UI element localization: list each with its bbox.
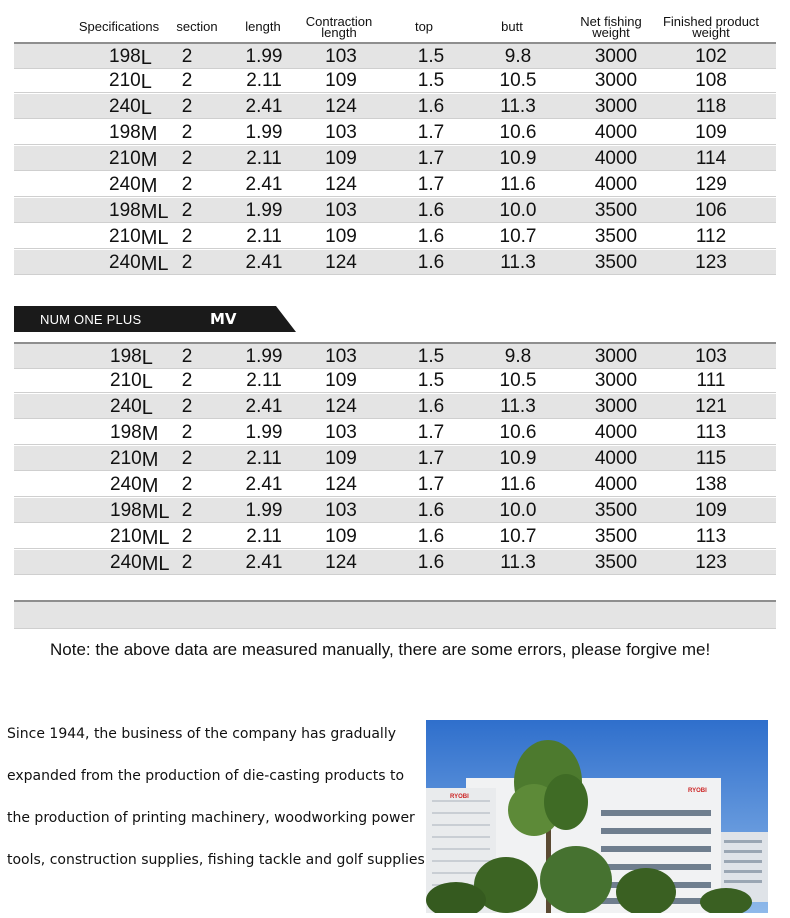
contraction-cell: 109 bbox=[325, 70, 357, 91]
banner-label: NUM ONE PLUS bbox=[40, 312, 142, 327]
spec-number: 240 bbox=[110, 552, 142, 573]
spec-cell bbox=[109, 224, 169, 248]
table-row bbox=[14, 250, 776, 275]
contraction-cell: 103 bbox=[325, 422, 357, 443]
header-length bbox=[245, 12, 280, 42]
spec-number: 198 bbox=[109, 200, 141, 221]
butt-cell: 10.9 bbox=[499, 448, 537, 469]
finished-cell: 113 bbox=[695, 422, 727, 443]
net-cell: 3500 bbox=[594, 226, 638, 247]
section-cell: 2 bbox=[181, 148, 193, 169]
contraction-cell: 103 bbox=[325, 122, 357, 143]
spec-cell bbox=[110, 524, 170, 548]
length-cell: 1.99 bbox=[245, 122, 283, 143]
top-cell: 1.6 bbox=[417, 226, 445, 247]
finished-cell: 123 bbox=[695, 252, 727, 273]
length-cell: 2.11 bbox=[246, 226, 282, 247]
spec-suffix: M bbox=[141, 423, 159, 445]
finished-cell: 113 bbox=[695, 526, 727, 547]
spec-number: 240 bbox=[110, 474, 142, 495]
top-cell: 1.7 bbox=[417, 174, 445, 195]
header-contraction-length-line: length bbox=[321, 25, 357, 40]
butt-cell: 10.0 bbox=[499, 500, 537, 521]
net-cell: 3500 bbox=[594, 500, 638, 521]
spec-number: 210 bbox=[110, 526, 142, 547]
top-cell: 1.6 bbox=[417, 500, 445, 521]
section-cell: 2 bbox=[181, 200, 193, 221]
spec-suffix: L bbox=[141, 347, 153, 369]
sign-right: RYOBI bbox=[688, 788, 707, 794]
section-cell: 2 bbox=[181, 252, 193, 273]
length-cell: 2.11 bbox=[246, 526, 282, 547]
top-cell: 1.7 bbox=[417, 122, 445, 143]
spec-number: 198 bbox=[110, 422, 142, 443]
table-row bbox=[14, 120, 776, 145]
table-row bbox=[14, 146, 776, 171]
spec-suffix: ML bbox=[141, 501, 170, 523]
section-cell: 2 bbox=[181, 122, 193, 143]
top-cell: 1.7 bbox=[417, 448, 445, 469]
net-cell: 3500 bbox=[594, 200, 638, 221]
finished-cell: 118 bbox=[695, 96, 727, 117]
finished-cell: 138 bbox=[695, 474, 727, 495]
spec-number: 240 bbox=[110, 396, 142, 417]
banner-model: MV bbox=[210, 310, 237, 328]
spec-number: 198 bbox=[110, 346, 142, 367]
contraction-cell: 103 bbox=[325, 500, 357, 521]
header-top-line: top bbox=[414, 19, 434, 34]
section-cell: 2 bbox=[181, 370, 193, 391]
spec-suffix: L bbox=[141, 371, 153, 393]
butt-cell: 9.8 bbox=[504, 46, 532, 67]
length-cell: 1.99 bbox=[245, 200, 283, 221]
spec-number: 240 bbox=[109, 96, 141, 117]
section-cell: 2 bbox=[181, 448, 193, 469]
spec-number: 198 bbox=[109, 122, 141, 143]
section-cell: 2 bbox=[181, 500, 193, 521]
header-finished-product-weight-line: weight bbox=[692, 25, 730, 40]
table-row bbox=[14, 42, 776, 69]
table-row bbox=[14, 172, 776, 197]
table-row bbox=[14, 498, 776, 523]
spec-number: 210 bbox=[110, 370, 142, 391]
spec-number: 210 bbox=[109, 226, 141, 247]
length-cell: 2.41 bbox=[245, 474, 283, 495]
table-row bbox=[14, 394, 776, 419]
net-cell: 3000 bbox=[594, 396, 638, 417]
about-line-1: Since 1944, the business of the company has gradually bbox=[7, 726, 396, 742]
length-cell: 2.41 bbox=[245, 396, 283, 417]
top-cell: 1.7 bbox=[417, 474, 445, 495]
length-cell: 2.41 bbox=[245, 174, 283, 195]
spec-cell bbox=[109, 198, 169, 222]
section-cell: 2 bbox=[181, 396, 193, 417]
header-contraction-length bbox=[306, 12, 372, 42]
length-cell: 2.11 bbox=[246, 448, 282, 469]
spec-suffix: ML bbox=[140, 201, 169, 223]
top-cell: 1.5 bbox=[417, 46, 445, 67]
contraction-cell: 103 bbox=[325, 46, 357, 67]
finished-cell: 115 bbox=[695, 448, 727, 469]
spec-suffix: L bbox=[140, 47, 152, 69]
table-row bbox=[14, 68, 776, 93]
section-cell: 2 bbox=[181, 96, 193, 117]
spec-number: 210 bbox=[109, 148, 141, 169]
length-cell: 1.99 bbox=[245, 500, 283, 521]
header-specifications bbox=[79, 12, 159, 42]
section-cell: 2 bbox=[181, 70, 193, 91]
spec-number: 198 bbox=[109, 46, 141, 67]
length-cell: 2.11 bbox=[246, 370, 282, 391]
butt-cell: 10.7 bbox=[499, 226, 537, 247]
spec-cell bbox=[109, 146, 157, 170]
net-cell: 4000 bbox=[594, 422, 638, 443]
spec-cell bbox=[110, 472, 158, 496]
spec-cell bbox=[110, 344, 153, 368]
spec-suffix: M bbox=[140, 123, 158, 145]
table-row bbox=[14, 224, 776, 249]
butt-cell: 10.5 bbox=[499, 370, 537, 391]
spec-cell bbox=[109, 68, 152, 92]
spec-cell bbox=[110, 420, 158, 444]
net-cell: 4000 bbox=[594, 148, 638, 169]
spec-cell bbox=[109, 44, 152, 68]
net-cell: 4000 bbox=[594, 122, 638, 143]
finished-cell: 129 bbox=[695, 174, 727, 195]
top-cell: 1.6 bbox=[417, 200, 445, 221]
contraction-cell: 103 bbox=[325, 200, 357, 221]
spec-suffix: L bbox=[141, 397, 153, 419]
section-cell: 2 bbox=[181, 174, 193, 195]
table-row bbox=[14, 94, 776, 119]
butt-cell: 10.7 bbox=[499, 526, 537, 547]
finished-cell: 109 bbox=[695, 500, 727, 521]
spec-suffix: M bbox=[141, 475, 159, 497]
butt-cell: 11.6 bbox=[500, 474, 536, 495]
about-line-4: tools, construction supplies, fishing tackle and golf supplies bbox=[7, 852, 425, 868]
company-building-photo bbox=[426, 720, 768, 913]
header-section bbox=[176, 12, 217, 42]
butt-cell: 11.3 bbox=[500, 552, 536, 573]
spec-cell bbox=[110, 394, 153, 418]
net-cell: 3500 bbox=[594, 526, 638, 547]
spec-cell bbox=[109, 172, 157, 196]
section-cell: 2 bbox=[181, 226, 193, 247]
finished-cell: 106 bbox=[695, 200, 727, 221]
table-row bbox=[14, 524, 776, 549]
spec-number: 198 bbox=[110, 500, 142, 521]
header-finished-product-weight-line: Finished product bbox=[662, 14, 760, 29]
contraction-cell: 109 bbox=[325, 148, 357, 169]
spec-cell bbox=[110, 498, 170, 522]
butt-cell: 10.6 bbox=[499, 422, 537, 443]
table-row bbox=[14, 550, 776, 575]
table-row bbox=[14, 446, 776, 471]
length-cell: 1.99 bbox=[245, 422, 283, 443]
butt-cell: 11.6 bbox=[500, 174, 536, 195]
spec-suffix: ML bbox=[140, 227, 169, 249]
net-cell: 3500 bbox=[594, 252, 638, 273]
top-cell: 1.5 bbox=[417, 346, 445, 367]
net-cell: 4000 bbox=[594, 474, 638, 495]
top-cell: 1.5 bbox=[417, 70, 445, 91]
table-row bbox=[14, 368, 776, 393]
section-cell: 2 bbox=[181, 552, 193, 573]
contraction-cell: 103 bbox=[325, 346, 357, 367]
table-row bbox=[14, 342, 776, 369]
net-cell: 4000 bbox=[594, 448, 638, 469]
blank-row bbox=[14, 600, 776, 629]
finished-cell: 102 bbox=[695, 46, 727, 67]
contraction-cell: 124 bbox=[325, 252, 357, 273]
spec-suffix: M bbox=[140, 149, 158, 171]
spec-table-header bbox=[14, 12, 776, 42]
contraction-cell: 124 bbox=[325, 96, 357, 117]
length-cell: 2.41 bbox=[245, 552, 283, 573]
spec-number: 240 bbox=[109, 252, 141, 273]
spec-suffix: L bbox=[140, 71, 152, 93]
section-cell: 2 bbox=[181, 46, 193, 67]
length-cell: 2.11 bbox=[246, 148, 282, 169]
spec-cell bbox=[109, 120, 157, 144]
about-line-2: expanded from the production of die-casting products to bbox=[7, 768, 405, 784]
about-line-3: the production of printing machinery, woodworking power bbox=[7, 810, 415, 826]
length-cell: 2.11 bbox=[246, 70, 282, 91]
finished-cell: 108 bbox=[695, 70, 727, 91]
header-net-fishing-weight bbox=[580, 12, 641, 42]
butt-cell: 9.8 bbox=[504, 346, 532, 367]
butt-cell: 10.9 bbox=[499, 148, 537, 169]
finished-cell: 123 bbox=[695, 552, 727, 573]
header-top bbox=[415, 12, 433, 42]
contraction-cell: 124 bbox=[325, 474, 357, 495]
net-cell: 3000 bbox=[594, 96, 638, 117]
spec-suffix: M bbox=[141, 449, 159, 471]
length-cell: 2.41 bbox=[245, 96, 283, 117]
table-row bbox=[14, 472, 776, 497]
top-cell: 1.6 bbox=[417, 526, 445, 547]
top-cell: 1.6 bbox=[417, 552, 445, 573]
spec-suffix: ML bbox=[141, 527, 170, 549]
section-cell: 2 bbox=[181, 422, 193, 443]
finished-cell: 114 bbox=[695, 148, 727, 169]
header-net-fishing-weight-line: weight bbox=[592, 25, 630, 40]
net-cell: 3000 bbox=[594, 70, 638, 91]
spec-number: 210 bbox=[110, 448, 142, 469]
butt-cell: 10.6 bbox=[499, 122, 537, 143]
section-cell: 2 bbox=[181, 474, 193, 495]
top-cell: 1.6 bbox=[417, 396, 445, 417]
contraction-cell: 124 bbox=[325, 552, 357, 573]
contraction-cell: 109 bbox=[325, 370, 357, 391]
spec-number: 210 bbox=[109, 70, 141, 91]
contraction-cell: 124 bbox=[325, 396, 357, 417]
spec-suffix: ML bbox=[141, 553, 170, 575]
spec-number: 240 bbox=[109, 174, 141, 195]
length-cell: 1.99 bbox=[245, 346, 283, 367]
header-specifications-line: Specifications bbox=[78, 19, 160, 34]
model-banner bbox=[14, 306, 296, 332]
net-cell: 3000 bbox=[594, 370, 638, 391]
butt-cell: 11.3 bbox=[500, 96, 536, 117]
header-butt-line: butt bbox=[501, 19, 523, 34]
top-cell: 1.5 bbox=[417, 370, 445, 391]
top-cell: 1.7 bbox=[417, 148, 445, 169]
measurement-note: Note: the above data are measured manually, there are some errors, please forgive me! bbox=[50, 640, 711, 659]
spec-suffix: L bbox=[140, 97, 152, 119]
finished-cell: 121 bbox=[695, 396, 727, 417]
net-cell: 3500 bbox=[594, 552, 638, 573]
header-section-line: section bbox=[176, 19, 218, 34]
butt-cell: 11.3 bbox=[500, 396, 536, 417]
top-cell: 1.6 bbox=[417, 96, 445, 117]
building-illustration bbox=[426, 720, 768, 913]
finished-cell: 109 bbox=[695, 122, 727, 143]
finished-cell: 103 bbox=[695, 346, 727, 367]
header-contraction-length-line: Contraction bbox=[305, 14, 373, 29]
butt-cell: 10.0 bbox=[499, 200, 537, 221]
section-cell: 2 bbox=[181, 346, 193, 367]
length-cell: 2.41 bbox=[245, 252, 283, 273]
spec-suffix: ML bbox=[140, 253, 169, 275]
net-cell: 3000 bbox=[594, 46, 638, 67]
spec-cell bbox=[110, 550, 170, 574]
header-butt bbox=[501, 12, 523, 42]
contraction-cell: 109 bbox=[325, 226, 357, 247]
contraction-cell: 109 bbox=[325, 448, 357, 469]
spec-cell bbox=[110, 446, 158, 470]
header-length-line: length bbox=[245, 19, 281, 34]
top-cell: 1.7 bbox=[417, 422, 445, 443]
spec-cell bbox=[110, 368, 153, 392]
spec-suffix: M bbox=[140, 175, 158, 197]
butt-cell: 10.5 bbox=[499, 70, 537, 91]
net-cell: 4000 bbox=[594, 174, 638, 195]
header-net-fishing-weight-line: Net fishing bbox=[580, 14, 642, 29]
length-cell: 1.99 bbox=[245, 46, 283, 67]
spec-cell bbox=[109, 250, 169, 274]
section-cell: 2 bbox=[181, 526, 193, 547]
top-cell: 1.6 bbox=[417, 252, 445, 273]
contraction-cell: 109 bbox=[325, 526, 357, 547]
contraction-cell: 124 bbox=[325, 174, 357, 195]
finished-cell: 111 bbox=[696, 370, 726, 391]
table-row bbox=[14, 198, 776, 223]
table-row bbox=[14, 420, 776, 445]
sign-left: RYOBI bbox=[450, 794, 469, 800]
header-finished-product-weight bbox=[663, 12, 759, 42]
net-cell: 3000 bbox=[594, 346, 638, 367]
butt-cell: 11.3 bbox=[500, 252, 536, 273]
finished-cell: 112 bbox=[695, 226, 727, 247]
spec-cell bbox=[109, 94, 152, 118]
